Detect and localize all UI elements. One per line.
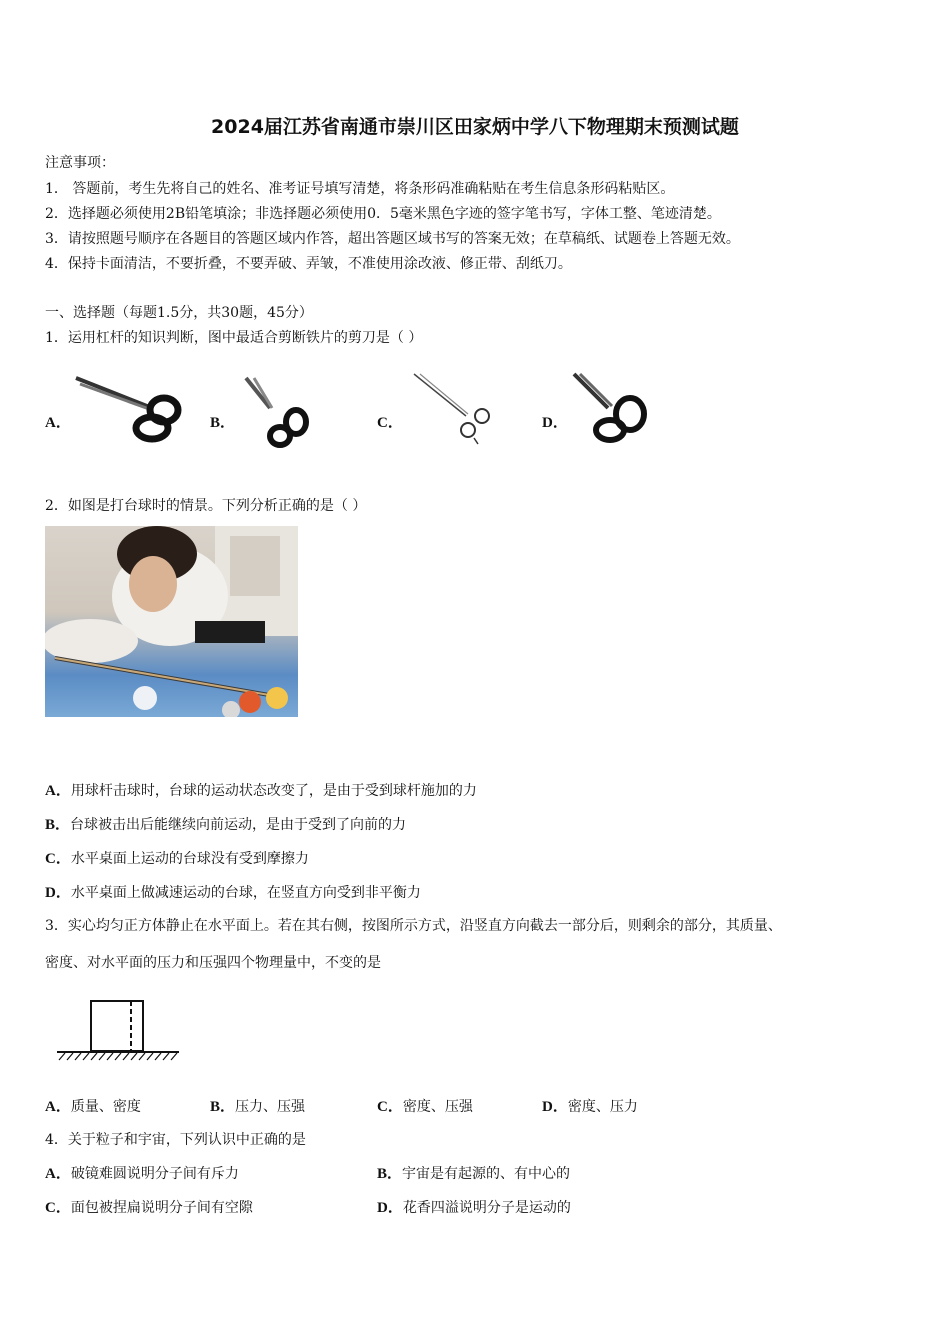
q2-option-a: A．用球杆击球时，台球的运动状态改变了，是由于受到球杆施加的力	[45, 783, 477, 799]
q4-option-d: D．花香四溢说明分子是运动的	[377, 1200, 571, 1216]
q4-option-c: C．面包被捏扁说明分子间有空隙	[45, 1200, 253, 1216]
notice-heading: 注意事项：	[45, 155, 115, 171]
q3-option-c: C．密度、压强	[377, 1099, 473, 1115]
q3-option-d: D．密度、压力	[542, 1099, 638, 1115]
q1-label-c: C．	[377, 415, 403, 431]
notice-item: 4．保持卡面清洁，不要折叠，不要弄破、弄皱，不准使用涂改液、修正带、刮纸刀。	[45, 256, 572, 272]
scissors-c-icon	[410, 370, 500, 446]
section-heading: 一、选择题（每题1.5分，共30题，45分）	[45, 305, 313, 321]
cube-diagram	[55, 998, 181, 1064]
q1-label-d: D．	[542, 415, 568, 431]
page-title: 2024届江苏省南通市崇川区田家炳中学八下物理期末预测试题	[211, 116, 739, 138]
question-3-stem-line1: 3．实心均匀正方体静止在水平面上。若在其右侧，按图所示方式，沿竖直方向截去一部分后，则剩余的部分，其质量、	[45, 918, 782, 934]
notice-item: 1． 答题前，考生先将自己的姓名、准考证号填写清楚，将条形码准确粘贴在考生信息条形码粘贴区。	[45, 181, 675, 197]
q2-option-d: D．水平桌面上做减速运动的台球，在竖直方向受到非平衡力	[45, 885, 421, 901]
q1-label-b: B．	[210, 415, 236, 431]
q4-option-b: B．宇宙是有起源的、有中心的	[377, 1166, 571, 1182]
notice-item: 2．选择题必须使用2B铅笔填涂；非选择题必须使用0．5毫米黑色字迹的签字笔书写，字体工整、笔迹清楚。	[45, 206, 721, 222]
scissors-a-icon	[72, 372, 184, 446]
question-1-stem: 1．运用杠杆的知识判断，图中最适合剪断铁片的剪刀是（ ）	[45, 330, 423, 346]
q3-option-a: A．质量、密度	[45, 1099, 141, 1115]
q2-option-c: C．水平桌面上运动的台球没有受到摩擦力	[45, 851, 309, 867]
q4-option-a: A．破镜难圆说明分子间有斥力	[45, 1166, 239, 1182]
q2-option-b: B．台球被击出后能继续向前运动，是由于受到了向前的力	[45, 817, 407, 833]
notice-item: 3．请按照题号顺序在各题目的答题区域内作答，超出答题区域书写的答案无效；在草稿纸、试题卷上答题无效。	[45, 231, 740, 247]
question-4-stem: 4．关于粒子和宇宙，下列认识中正确的是	[45, 1132, 306, 1148]
scissors-b-icon	[240, 374, 312, 448]
q3-option-b: B．压力、压强	[210, 1099, 306, 1115]
billiards-photo	[45, 526, 298, 717]
question-2-stem: 2．如图是打台球时的情景。下列分析正确的是（ ）	[45, 498, 367, 514]
scissors-d-icon	[568, 370, 654, 446]
q1-label-a: A．	[45, 415, 71, 431]
question-3-stem-line2: 密度、对水平面的压力和压强四个物理量中，不变的是	[45, 955, 381, 971]
